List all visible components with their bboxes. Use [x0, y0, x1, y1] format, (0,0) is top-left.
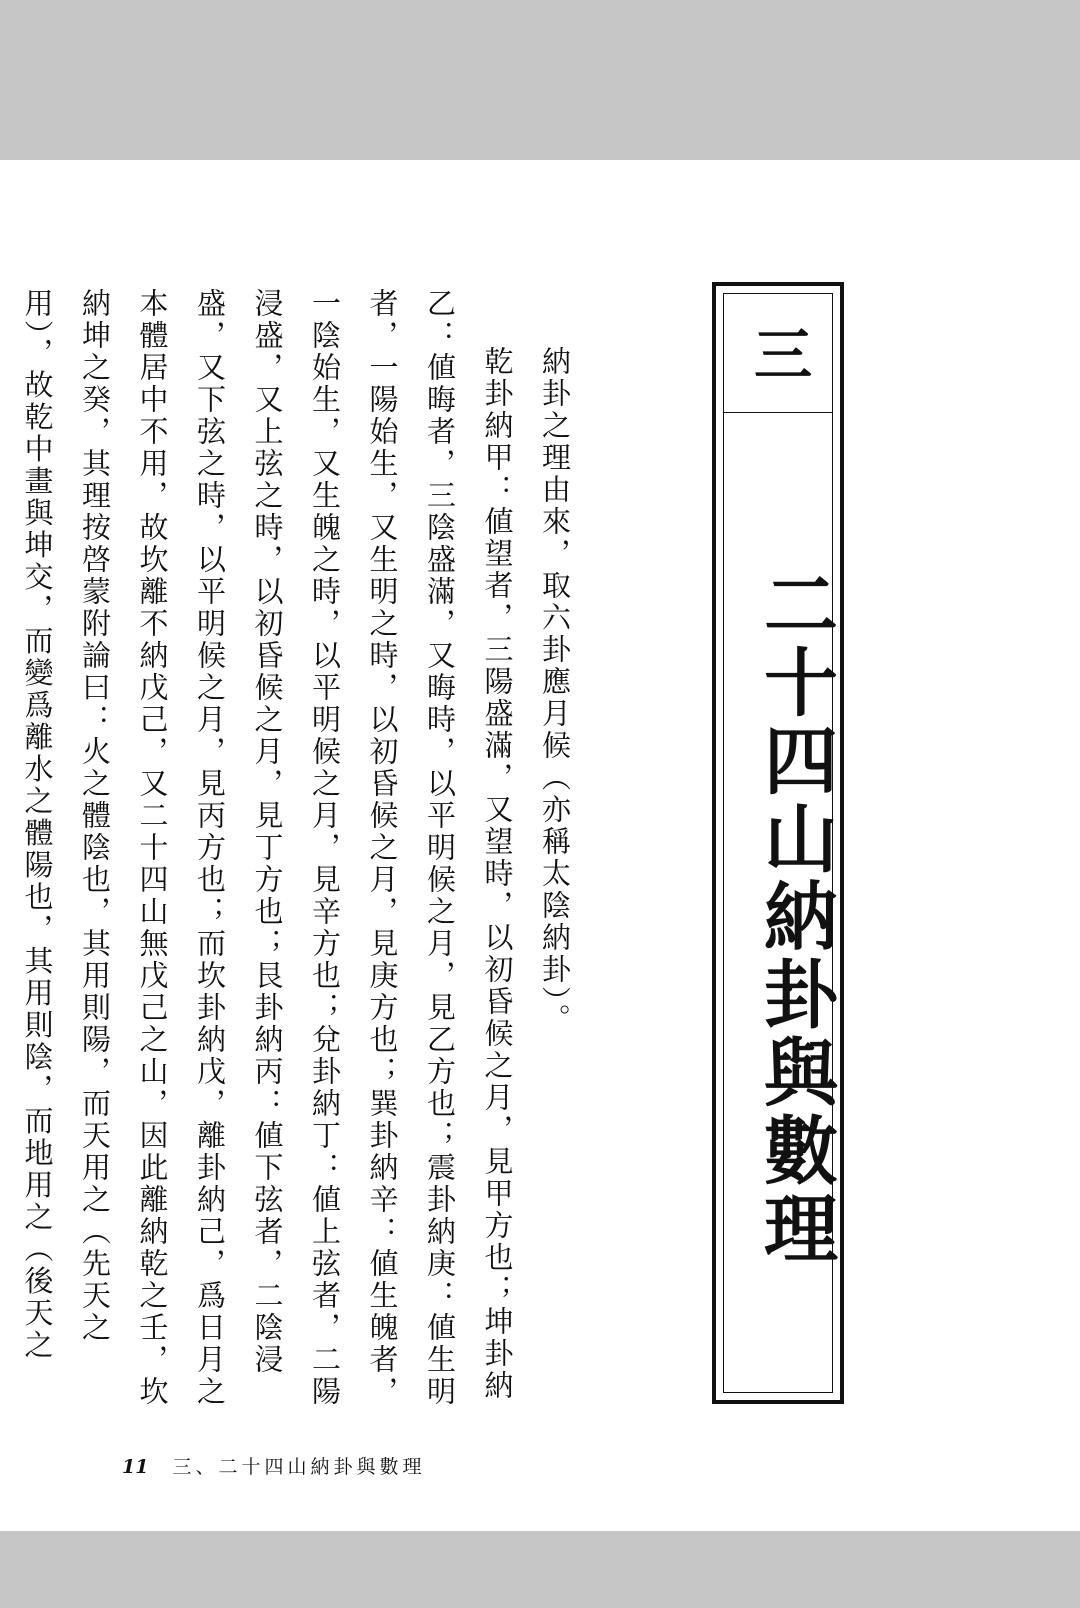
chapter-number: 三	[724, 294, 832, 413]
chapter-title-inner-frame	[723, 293, 838, 1393]
page-number: 11	[122, 1456, 149, 1478]
chapter-title: 二十四山納卦與數理	[752, 566, 838, 1268]
body-text	[20, 288, 583, 1418]
paragraph: 納卦之理由來，取六卦應月候（亦稱太陰納卦）。	[538, 346, 572, 1036]
paragraph: 乾卦納甲：値望者，三陽盛滿，又望時，以初昏候之月，見甲方也；坤卦納乙：値晦者，三陰盛滿，又晦時，以平明候之月，見乙方也；震卦納庚：値生明者，一陽始生，又生明之時，以初昏候之月，見庚方也；巽卦納辛：値生魄者，一陰始生，又生魄之時，以平明候之月，見辛方也；兌卦納丁：値上弦者，二陽浸盛，又上弦之時，以初昏候之月，見丁方也；艮卦納丙：値下弦者，二陰浸盛，又下弦之時，以平明候之月，見丙方也；而坎卦納戊，離卦納己，爲日月之本體居中不用，故坎離不納戊己，又二十四山無戊己之山，因此離納乾之壬，坎納坤之癸，其理按啓蒙附論曰：火之體陰也，其用則陽，而天用之（先天之用），故乾中畫與坤交，而變爲離水之體陽也，其用則陰，而地用之（後天之	[20, 288, 515, 1408]
running-head: 三、二十四山納卦與數理	[172, 1456, 426, 1478]
bottom-gray-bar	[0, 1531, 1080, 1608]
top-gray-bar	[0, 0, 1080, 160]
chapter-title-box	[712, 282, 844, 1404]
page-footer	[122, 1452, 522, 1482]
